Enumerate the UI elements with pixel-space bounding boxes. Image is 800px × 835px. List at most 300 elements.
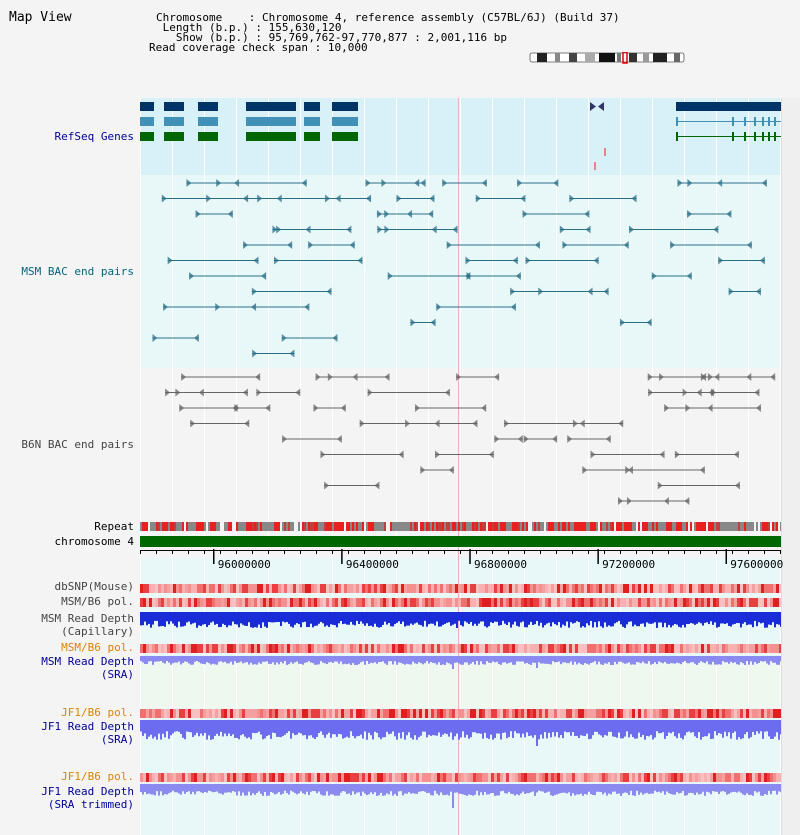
repeat-segment	[528, 522, 530, 531]
heat-strip-cell	[239, 598, 242, 607]
read-depth-bar	[218, 612, 220, 627]
read-depth-bar	[492, 784, 494, 793]
heat-strip-cell	[728, 709, 731, 718]
heat-strip-cell	[491, 709, 494, 718]
heat-strip-cell	[461, 598, 464, 607]
heat-strip-cell	[596, 598, 599, 607]
read-depth-bar	[376, 612, 378, 627]
bac-end-left	[388, 272, 393, 280]
read-depth-bar	[662, 656, 664, 663]
heat-strip-cell	[161, 709, 164, 718]
heat-strip-cell	[326, 584, 329, 593]
read-depth-bar	[638, 784, 640, 795]
read-depth-bar	[426, 656, 428, 661]
heat-strip-cell	[497, 773, 500, 782]
read-depth-bar	[424, 784, 426, 792]
read-depth-bar	[528, 784, 530, 793]
bac-end-right	[374, 482, 379, 490]
read-depth-bar	[726, 720, 728, 736]
heat-strip-cell	[602, 709, 605, 718]
read-depth-bar	[384, 784, 386, 795]
read-depth-bar	[420, 656, 422, 663]
heat-strip-cell	[443, 584, 446, 593]
bac-end-right	[647, 319, 652, 327]
heat-strip-cell	[296, 644, 299, 653]
read-depth-bar	[518, 612, 520, 627]
heat-strip-cell	[311, 644, 314, 653]
heat-strip-cell	[401, 773, 404, 782]
track-label-dbsnp[interactable]: dbSNP(Mouse)	[54, 580, 134, 593]
heat-strip-cell	[686, 773, 689, 782]
repeat-segment	[148, 522, 150, 531]
read-depth-bar	[278, 784, 280, 792]
heat-strip-cell	[278, 709, 281, 718]
heat-strip-cell	[737, 709, 740, 718]
read-depth-bar	[222, 612, 224, 624]
heat-strip-cell	[227, 644, 230, 653]
read-depth-bar	[190, 784, 192, 794]
repeat-segment	[668, 522, 670, 531]
read-depth-bar	[534, 612, 536, 624]
read-depth-bar	[708, 612, 710, 624]
track-label-repeat[interactable]: Repeat	[94, 520, 134, 533]
track-label-msm-bac[interactable]: MSM BAC end pairs	[21, 265, 134, 278]
heat-strip-cell	[392, 644, 395, 653]
heat-strip-cell	[209, 598, 212, 607]
heat-strip-cell	[395, 584, 398, 593]
heat-strip-cell	[683, 644, 686, 653]
read-depth-bar	[680, 612, 682, 628]
read-depth-bar	[472, 656, 474, 662]
read-depth-bar	[724, 612, 726, 624]
heat-strip-cell	[743, 584, 746, 593]
repeat-segment	[222, 522, 224, 531]
heat-strip-cell	[671, 644, 674, 653]
heat-strip-cell	[611, 598, 614, 607]
read-depth-bar	[632, 720, 634, 737]
heat-strip-cell	[254, 773, 257, 782]
read-depth-bar	[470, 612, 472, 622]
heat-strip-cell	[575, 584, 578, 593]
read-depth-bar	[166, 784, 168, 794]
heat-strip-cell	[707, 773, 710, 782]
repeat-segment	[630, 522, 632, 531]
heat-strip-cell	[575, 644, 578, 653]
heat-strip-cell	[602, 773, 605, 782]
heat-strip-cell	[497, 598, 500, 607]
heat-strip-cell	[728, 773, 731, 782]
read-depth-bar	[634, 720, 636, 739]
bac-end-left	[456, 373, 461, 381]
read-depth-bar	[370, 720, 372, 735]
read-depth-bar	[568, 784, 570, 792]
read-depth-bar	[302, 656, 304, 665]
read-depth-bar	[696, 656, 698, 665]
heat-strip-cell	[725, 584, 728, 593]
genome-track-panel[interactable]	[140, 98, 784, 835]
heat-strip-cell	[602, 644, 605, 653]
heat-strip-cell	[314, 584, 317, 593]
track-label-msm-depth-capillary[interactable]: MSM Read Depth	[41, 612, 134, 625]
heat-strip-cell	[398, 709, 401, 718]
heat-strip-cell	[578, 773, 581, 782]
heat-strip-cell	[740, 584, 743, 593]
read-depth-bar	[506, 656, 508, 664]
read-depth-bar	[158, 784, 160, 796]
bac-end-right	[511, 303, 516, 311]
heat-strip-cell	[638, 644, 641, 653]
read-depth-bar	[414, 612, 416, 623]
heat-strip-cell	[194, 709, 197, 718]
read-depth-bar	[624, 720, 626, 737]
read-depth-bar	[352, 784, 354, 791]
heat-strip-cell	[512, 598, 515, 607]
heat-strip-cell	[233, 644, 236, 653]
read-depth-bar	[710, 656, 712, 665]
heat-strip-cell	[683, 709, 686, 718]
track-label-msm-b6-pol-1[interactable]: MSM/B6 pol.	[61, 595, 134, 608]
read-depth-bar	[388, 656, 390, 661]
read-depth-bar	[682, 656, 684, 662]
track-label-msm-depth-sra[interactable]: MSM Read Depth	[41, 655, 134, 668]
heat-strip-cell	[422, 584, 425, 593]
repeat-segment	[156, 522, 158, 531]
read-depth-bar	[476, 720, 478, 733]
read-depth-bar	[558, 656, 560, 662]
heat-strip-cell	[260, 773, 263, 782]
heat-strip-cell	[674, 709, 677, 718]
read-depth-bar	[658, 784, 660, 792]
heat-strip-cell	[461, 644, 464, 653]
read-depth-bar	[712, 612, 714, 625]
heat-strip-cell	[488, 644, 491, 653]
read-depth-bar	[486, 656, 488, 661]
read-depth-bar	[500, 784, 502, 791]
read-depth-bar	[178, 784, 180, 793]
read-depth-bar	[288, 612, 290, 624]
read-depth-bar	[504, 720, 506, 733]
read-depth-bar	[290, 784, 292, 791]
read-depth-bar	[242, 720, 244, 734]
heat-strip-cell	[323, 709, 326, 718]
read-depth-bar	[734, 612, 736, 624]
read-depth-bar	[280, 656, 282, 662]
read-depth-bar	[228, 612, 230, 625]
read-depth-bar	[778, 720, 780, 740]
heat-strip-cell	[716, 709, 719, 718]
read-depth-bar	[228, 656, 230, 663]
read-depth-bar	[616, 612, 618, 622]
read-depth-bar	[618, 720, 620, 733]
repeat-segment	[644, 522, 646, 531]
refseq-exon	[768, 132, 770, 141]
read-depth-bar	[756, 656, 758, 664]
read-depth-bar	[652, 720, 654, 739]
read-depth-bar	[446, 784, 448, 795]
heat-strip-cell	[545, 598, 548, 607]
heat-strip-cell	[746, 644, 749, 653]
repeat-segment	[598, 522, 600, 531]
track-label-refseq[interactable]: RefSeq Genes	[54, 130, 134, 143]
heat-strip-cell	[569, 709, 572, 718]
heat-strip-cell	[272, 709, 275, 718]
repeat-segment	[518, 522, 520, 531]
refseq-exon	[198, 132, 218, 141]
repeat-segment	[494, 522, 496, 531]
track-label-b6n-bac[interactable]: B6N BAC end pairs	[21, 438, 134, 451]
heat-strip-cell	[155, 584, 158, 593]
track-label-jf1-depth-trimmed[interactable]: JF1 Read Depth	[41, 785, 134, 798]
heat-strip-cell	[368, 709, 371, 718]
heat-strip-cell	[434, 584, 437, 593]
bac-end-right	[660, 451, 665, 459]
read-depth-bar	[718, 656, 720, 664]
read-depth-bar	[318, 656, 320, 664]
heat-strip-cell	[749, 773, 752, 782]
read-depth-bar	[622, 784, 624, 793]
heat-strip-cell	[698, 644, 701, 653]
read-depth-bar	[146, 720, 148, 739]
read-depth-bar	[274, 720, 276, 733]
read-depth-bar	[430, 784, 432, 795]
read-depth-bar	[284, 720, 286, 735]
heat-strip-cell	[182, 773, 185, 782]
heat-strip-cell	[758, 598, 761, 607]
read-depth-bar	[322, 784, 324, 796]
repeat-segment	[496, 522, 498, 531]
track-label-jf1-b6-pol-2[interactable]: JF1/B6 pol.	[61, 770, 134, 783]
heat-strip-cell	[224, 773, 227, 782]
read-depth-bar	[676, 656, 678, 663]
read-depth-bar	[156, 720, 158, 740]
read-depth-bar	[390, 720, 392, 734]
read-depth-bar	[434, 612, 436, 626]
read-depth-bar	[230, 612, 232, 626]
track-label-jf1-depth-sra[interactable]: JF1 Read Depth	[41, 720, 134, 733]
heat-strip-cell	[215, 709, 218, 718]
read-depth-bar	[666, 720, 668, 736]
heat-strip-cell	[620, 644, 623, 653]
heat-strip-cell	[737, 644, 740, 653]
heat-strip-cell	[623, 773, 626, 782]
heat-strip-cell	[257, 644, 260, 653]
read-depth-bar	[332, 784, 334, 795]
heat-strip-cell	[734, 644, 737, 653]
heat-strip-cell	[644, 773, 647, 782]
heat-strip-cell	[695, 644, 698, 653]
heat-strip-cell	[287, 598, 290, 607]
read-depth-bar	[226, 784, 228, 793]
heat-strip-cell	[377, 644, 380, 653]
read-depth-bar	[494, 612, 496, 622]
heat-strip-cell	[176, 644, 179, 653]
read-depth-bar	[200, 784, 202, 792]
read-depth-bar	[308, 784, 310, 795]
heat-strip-cell	[212, 598, 215, 607]
heat-strip-cell	[755, 709, 758, 718]
read-depth-bar	[320, 720, 322, 731]
heat-strip-cell	[284, 773, 287, 782]
heat-strip-cell	[776, 644, 779, 653]
read-depth-bar	[246, 612, 248, 626]
repeat-segment	[476, 522, 478, 531]
read-depth-bar	[380, 720, 382, 739]
bac-end-right	[584, 210, 589, 218]
repeat-segment	[240, 522, 242, 531]
heat-strip-cell	[461, 709, 464, 718]
read-depth-bar	[182, 720, 184, 738]
read-depth-bar	[184, 612, 186, 626]
heat-strip-cell	[320, 584, 323, 593]
read-depth-bar	[634, 656, 636, 665]
read-depth-bar	[148, 612, 150, 624]
heat-strip-cell	[578, 709, 581, 718]
read-depth-bar	[654, 656, 656, 662]
read-depth-bar	[506, 784, 508, 793]
heat-strip-cell	[476, 709, 479, 718]
heat-strip-cell	[353, 773, 356, 782]
bac-end-left	[442, 179, 447, 187]
heat-strip-cell	[167, 644, 170, 653]
heat-strip-cell	[581, 773, 584, 782]
bac-end-right	[684, 497, 689, 505]
read-depth-bar	[704, 656, 706, 663]
heat-strip-cell	[266, 773, 269, 782]
repeat-segment	[744, 522, 746, 531]
heat-strip-cell	[683, 598, 686, 607]
header-chromosome-value: Chromosome 4, reference assembly (C57BL/6J) (Build 37)	[261, 11, 620, 24]
repeat-segment	[638, 522, 640, 531]
bac-end-left	[313, 404, 318, 412]
read-depth-bar	[774, 656, 776, 663]
heat-strip-cell	[155, 773, 158, 782]
repeat-segment	[604, 522, 606, 531]
repeat-segment	[732, 522, 734, 531]
heat-strip-cell	[443, 773, 446, 782]
chromosome-ideogram[interactable]	[529, 52, 687, 64]
repeat-segment	[348, 522, 350, 531]
read-depth-bar	[742, 720, 744, 738]
heat-strip-cell	[356, 709, 359, 718]
heat-strip-cell	[749, 598, 752, 607]
read-depth-bar	[262, 656, 264, 662]
heat-strip-cell	[725, 773, 728, 782]
track-label-jf1-b6-pol-1[interactable]: JF1/B6 pol.	[61, 706, 134, 719]
read-depth-bar	[320, 612, 322, 622]
track-label-msm-b6-pol-2[interactable]: MSM/B6 pol.	[61, 641, 134, 654]
read-depth-bar	[276, 656, 278, 663]
bac-end-right	[516, 272, 521, 280]
track-label-chromosome[interactable]: chromosome 4	[54, 535, 134, 548]
repeat-segment	[468, 522, 470, 531]
header-coverage: Read coverage check span : 10,000	[149, 41, 368, 54]
read-depth-bar	[170, 720, 172, 735]
repeat-segment	[402, 522, 404, 531]
heat-strip-cell	[437, 584, 440, 593]
heat-strip-cell	[215, 773, 218, 782]
read-depth-bar	[716, 656, 718, 665]
read-depth-bar	[628, 656, 630, 662]
read-depth-bar	[524, 612, 526, 627]
repeat-segment	[758, 522, 760, 531]
heat-strip-cell	[347, 773, 350, 782]
heat-strip-cell	[488, 709, 491, 718]
read-depth-bar	[674, 612, 676, 624]
bac-end-left	[476, 195, 481, 203]
read-depth-bar	[230, 784, 232, 793]
repeat-segment	[624, 522, 626, 531]
read-depth-bar	[334, 784, 336, 796]
heat-strip-cell	[509, 598, 512, 607]
read-depth-bar	[202, 656, 204, 664]
read-depth-bar	[472, 612, 474, 626]
read-depth-bar	[694, 720, 696, 736]
bac-end-left	[324, 482, 329, 490]
heat-strip-cell	[287, 773, 290, 782]
heat-strip-cell	[431, 644, 434, 653]
bac-end-right	[243, 195, 248, 203]
read-depth-bar	[160, 612, 162, 626]
read-depth-bar	[482, 720, 484, 739]
read-depth-bar	[348, 784, 350, 793]
heat-strip-cell	[560, 598, 563, 607]
read-depth-bar	[608, 720, 610, 732]
heat-strip-cell	[596, 709, 599, 718]
heat-strip-cell	[230, 709, 233, 718]
read-depth-bar	[304, 784, 306, 794]
heat-strip-cell	[467, 773, 470, 782]
heat-strip-cell	[170, 773, 173, 782]
heat-strip-cell	[263, 598, 266, 607]
bac-end-right	[687, 272, 692, 280]
heat-strip-cell	[512, 584, 515, 593]
bac-end-left	[648, 389, 653, 397]
read-depth-bar	[514, 784, 516, 796]
read-depth-bar	[602, 612, 604, 628]
read-depth-bar	[540, 612, 542, 623]
read-depth-bar	[358, 720, 360, 736]
repeat-segment	[456, 522, 458, 531]
read-depth-bar	[418, 612, 420, 625]
heat-strip-cell	[389, 773, 392, 782]
heat-strip-cell	[719, 584, 722, 593]
read-depth-bar	[582, 656, 584, 665]
read-depth-bar	[626, 784, 628, 793]
read-depth-bar	[402, 720, 404, 732]
vertical-scrollbar[interactable]	[781, 98, 800, 835]
read-depth-bar	[712, 656, 714, 662]
heat-strip-cell	[281, 584, 284, 593]
heat-strip-cell	[740, 709, 743, 718]
heat-strip-cell	[764, 773, 767, 782]
heat-strip-cell	[332, 584, 335, 593]
read-depth-bar	[244, 656, 246, 663]
heat-strip-cell	[230, 584, 233, 593]
read-depth-bar	[776, 656, 778, 665]
heat-strip-cell	[425, 773, 428, 782]
read-depth-bar	[646, 720, 648, 736]
heat-strip-cell	[182, 709, 185, 718]
read-depth-bar	[528, 720, 530, 736]
read-depth-bar	[404, 720, 406, 740]
heat-strip-cell	[464, 598, 467, 607]
heat-strip-cell	[251, 584, 254, 593]
repeat-segment	[580, 522, 582, 531]
refseq-exon	[762, 117, 764, 126]
read-depth-bar	[660, 612, 662, 623]
bac-end-left	[360, 420, 365, 428]
read-depth-bar	[612, 656, 614, 665]
